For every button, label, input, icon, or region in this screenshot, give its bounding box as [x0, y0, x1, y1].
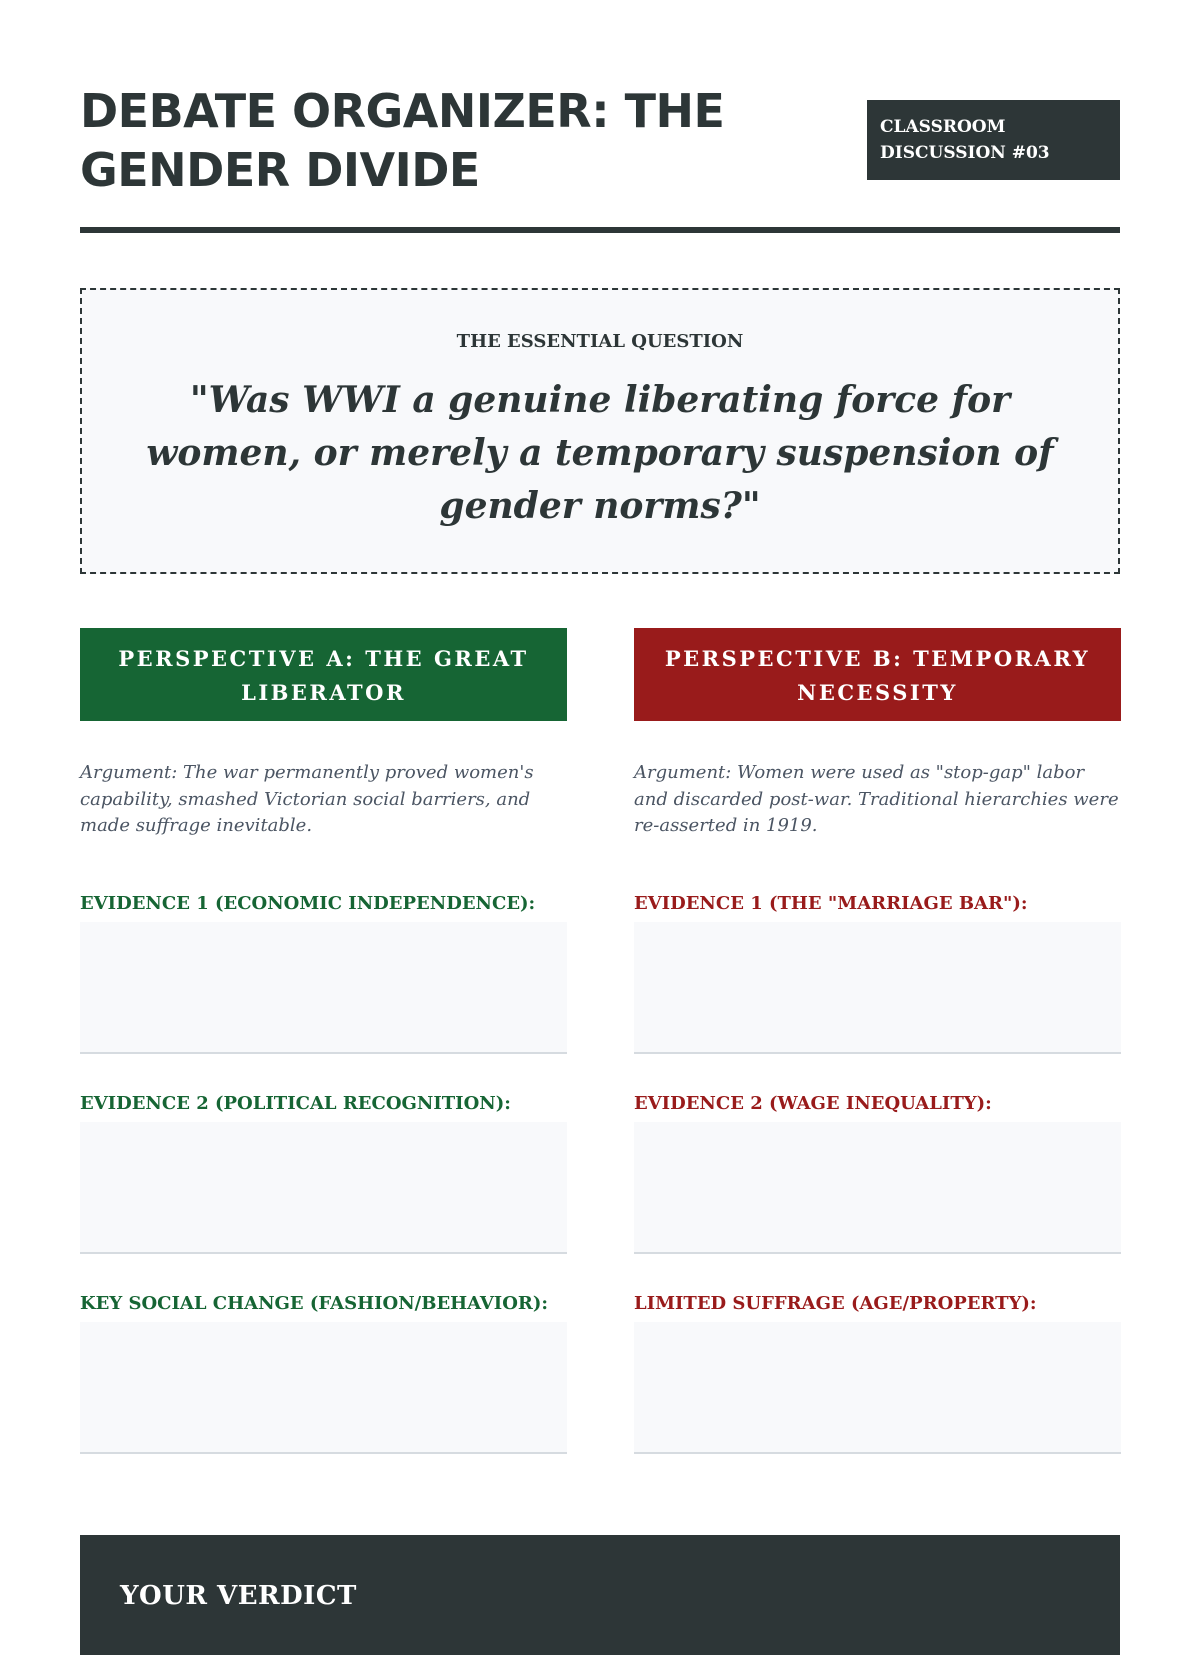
- perspective-a-evidence-2-label: EVIDENCE 2 (POLITICAL RECOGNITION):: [80, 1093, 511, 1114]
- perspective-b-evidence-1-field[interactable]: [634, 922, 1121, 1054]
- page-header: [80, 82, 1120, 232]
- perspective-b-suffrage-label: LIMITED SUFFRAGE (AGE/PROPERTY):: [634, 1293, 1037, 1314]
- verdict-title: YOUR VERDICT: [120, 1581, 357, 1611]
- perspective-b-evidence-2-field[interactable]: [634, 1122, 1121, 1254]
- perspective-a-evidence-1-field[interactable]: [80, 922, 567, 1054]
- perspective-a-evidence-2-field[interactable]: [80, 1122, 567, 1254]
- perspective-b-header: PERSPECTIVE B: TEMPORARY NECESSITY: [634, 628, 1121, 721]
- perspective-a-argument: Argument: The war permanently proved women's capability, smashed Victorian social barriers, and made suffrage inevitable.: [80, 762, 534, 836]
- essential-question-label: THE ESSENTIAL QUESTION: [456, 331, 744, 352]
- perspective-a-social-change-label: KEY SOCIAL CHANGE (FASHION/BEHAVIOR):: [80, 1293, 549, 1314]
- page-title: DEBATE ORGANIZER: THE GENDER DIVIDE: [80, 84, 725, 197]
- essential-question-box: [80, 288, 1120, 574]
- header-divider: [80, 227, 1120, 233]
- perspective-b-suffrage-field[interactable]: [634, 1322, 1121, 1454]
- essential-question-text: "Was WWI a genuine liberating force for women, or merely a temporary suspension of gender norms?": [146, 379, 1054, 527]
- perspective-b-evidence-1-label: EVIDENCE 1 (THE "MARRIAGE BAR"):: [634, 893, 1028, 914]
- verdict-section: [80, 1535, 1120, 1655]
- perspective-a-evidence-1-label: EVIDENCE 1 (ECONOMIC INDEPENDENCE):: [80, 893, 536, 914]
- perspective-a-social-change-field[interactable]: [80, 1322, 567, 1454]
- perspective-b-argument: Argument: Women were used as "stop-gap" labor and discarded post-war. Traditional hierarchies were re-asserted in 1919.: [634, 762, 1119, 836]
- perspective-b-evidence-2-label: EVIDENCE 2 (WAGE INEQUALITY):: [634, 1093, 992, 1114]
- perspective-a-header: PERSPECTIVE A: THE GREAT LIBERATOR: [80, 628, 567, 721]
- discussion-badge: CLASSROOM DISCUSSION #03: [867, 100, 1120, 180]
